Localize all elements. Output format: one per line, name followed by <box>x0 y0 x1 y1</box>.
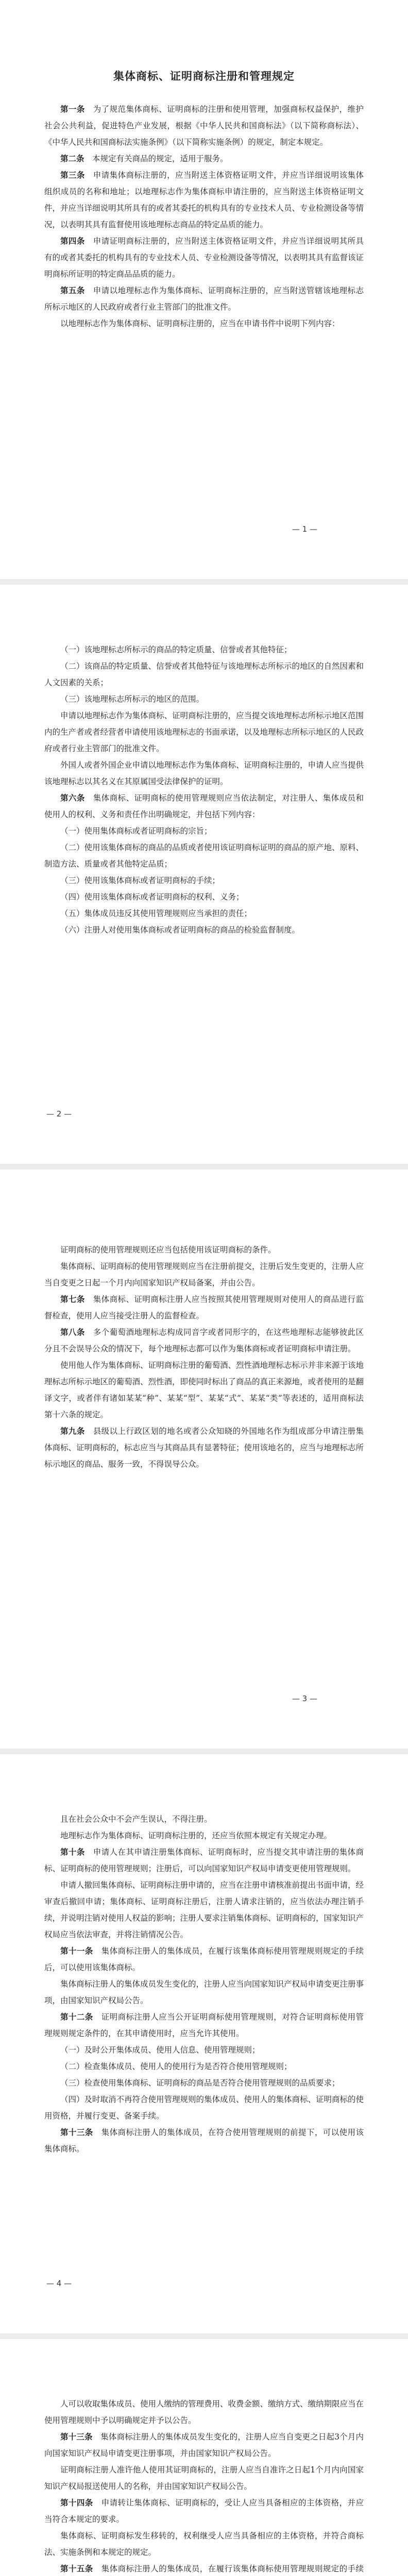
paragraph-text: 申请人在其申请注册集体商标、证明商标时，应当提交其申请注册的集体商标、证明商标的使用管理规则；注册后，可以向国家知识产权局申请变更使用管理规则。 <box>44 1848 364 1873</box>
article-label: 第十条 <box>60 1848 85 1857</box>
page-body <box>44 1242 364 1472</box>
paragraph-text: 证明商标的使用管理规则还应当包括使用该证明商标的条件。 <box>60 1245 276 1255</box>
paragraph <box>44 1827 364 1844</box>
paragraph <box>44 1423 364 1472</box>
article-label: 第六条 <box>60 793 85 803</box>
paragraph-text: 本规定有关商品的规定，适用于服务。 <box>92 154 228 163</box>
article-label: 第五条 <box>60 286 85 295</box>
paragraph-text: 申请人撤回集体商标、证明商标注册申请的，应当在注册申请核准前提出书面申请，经审查后撤回申请；集体商标、证明商标注册后，注册人请求注销的，应当依法办理注销手续，并说明注销对使用人权益的影响；注册人要求注销集体商标、证明商标的，国家知识产权局应当依法审查，并将注销情况公告。 <box>44 1880 364 1939</box>
paragraph <box>44 233 364 282</box>
paragraph <box>44 691 364 707</box>
paragraph-text: 证明商标注册人应当公开证明商标使用管理规则，对符合证明商标使用管理规则规定条件的，在其申请使用时，应当允许其使用。 <box>44 2012 364 2038</box>
paragraph-text: （二）使用该集体商标的商品的品质或者使用该证明商标证明的商品的原产地、原料、制造方法、质量或者其他特定品质； <box>44 843 364 869</box>
page-number: — 4 — <box>46 2279 72 2288</box>
paragraph <box>44 707 364 757</box>
paragraph-text: 县级以上行政区划的地名或者公众知晓的外国地名作为组成部分申请注册集体商标、证明商标的，标志应当与其商品具有显著特征；使用该地名的，应当与地理标志所标示地区的商品、服务一致，不得误导公众。 <box>44 1427 364 1469</box>
article-label: 第一条 <box>60 105 85 114</box>
paragraph-text: 申请证明商标注册的，应当附送主体资格证明文件，并应当详细说明其所具有的或者其委托的机构具有的专业技术人员、专业检测设备等情况，以表明其具有监督该证明商标所证明的特定商品品质的能力。 <box>44 236 364 279</box>
paragraph <box>44 2462 364 2495</box>
paragraph-text: 使用他人作为集体商标、证明商标注册的葡萄酒、烈性酒地理标志标示并非来源于该地理标志所标示地区的葡萄酒、烈性酒，即使同时标出了商品的真正来源地，或者使用的是翻译文字，或者伴有诸如某某“种”、某某“型”、某某“式”、某某“类”等表述的，适用商标法第十六条的规定。 <box>44 1361 364 1419</box>
article-label: 第九条 <box>60 1427 85 1436</box>
article-label: 第十二条 <box>60 2012 93 2022</box>
paragraph <box>44 2058 364 2075</box>
paragraph <box>44 2396 364 2429</box>
paragraph-text: 以地理标志作为集体商标、证明商标注册的，应当在申请书件中说明下列内容： <box>60 319 340 328</box>
paragraph-text: 为了规范集体商标、证明商标的注册和使用管理，加强商标权益保护，维护社会公共利益，促进特色产业发展，根据《中华人民共和国商标法》（以下简称商标法）、《中华人民共和国商标法实施条例》（以下简称实施条例）的规定，制定本规定。 <box>44 105 364 147</box>
paragraph <box>44 889 364 905</box>
paragraph <box>44 1324 364 1357</box>
paragraph <box>44 101 364 150</box>
paragraph-text: 集体商标、证明商标发生移转的，权利继受人应当具备相应的主体资格，并符合商标法、实施条例和本规定的规定。 <box>44 2531 364 2557</box>
page-body <box>44 2396 364 2576</box>
page-body <box>44 101 364 332</box>
paragraph <box>44 1242 364 1258</box>
paragraph-text: 人可以收取集体成员、使用人缴纳的管理费用、收费金额、缴纳方式、缴纳期限应当在使用管理规则中予以明确规定并予以公告。 <box>44 2399 364 2425</box>
paragraph-text: 且在社会公众中不会产生误认，不得注册。 <box>60 1815 212 1824</box>
paragraph <box>44 872 364 889</box>
paragraph-text: 申请以地理标志作为集体商标、证明商标注册的，应当提交该地理标志所标示地区范围内的生产者或者经营者申请使用该地理标志的书面承诺，以及地理标志所标示地区的人民政府或者行业主管部门的批准文件。 <box>44 711 364 753</box>
paragraph-text: （三）检查使用集体商标、证明商标的商品是否符合使用管理规则的品质要求； <box>60 2078 340 2088</box>
paragraph <box>44 2429 364 2462</box>
paragraph <box>44 2124 364 2157</box>
paragraph <box>44 282 364 315</box>
document-page <box>0 1754 408 2333</box>
page-body <box>44 1811 364 2157</box>
paragraph <box>44 167 364 233</box>
paragraph <box>44 823 364 839</box>
article-label: 第十四条 <box>60 2498 93 2507</box>
paragraph-text: （二）该商品的特定质量、信誉或者其他特征与该地理标志所标示的地区的自然因素和人文因素的关系； <box>44 662 364 687</box>
paragraph-text: 集体商标注册人的集体成员，在履行该集体商标使用管理规则规定的手续 <box>101 2564 364 2573</box>
paragraph <box>44 790 364 823</box>
paragraph <box>44 1844 364 1877</box>
article-label: 第十一条 <box>60 1946 93 1956</box>
paragraph-text: 集体商标注册人的集体成员，在符合使用管理规则的前提下，可以使用该集体商标。 <box>44 2128 364 2154</box>
page-number: — 1 — <box>292 524 317 534</box>
paragraph <box>44 1291 364 1324</box>
page-number: — 2 — <box>46 1109 72 1118</box>
paragraph-text: 集体商标、证明商标的使用管理规则应当在注册前提交，注册后发生变更的，注册人应当自变更之日起一个月内向国家知识产权局备案，并由公告。 <box>44 1262 364 1287</box>
paragraph <box>44 641 364 658</box>
paragraph <box>44 1811 364 1827</box>
paragraph <box>44 905 364 922</box>
paragraph <box>44 2091 364 2124</box>
paragraph-text: 申请以地理标志作为集体商标、证明商标注册的，应当附送管辖该地理标志所标示地区的人民政府或者行业主管部门的批准文件。 <box>44 286 364 312</box>
paragraph <box>44 2009 364 2042</box>
paragraph-text: （六）注册人对使用集体商标或者证明商标的商品的检验监督制度。 <box>60 925 300 935</box>
paragraph <box>44 2561 364 2576</box>
paragraph-text: 集体商标注册人的集体成员，在履行该集体商标使用管理规则规定的手续后，可以使用该集体商标。 <box>44 1946 364 1972</box>
document-page <box>0 585 408 1164</box>
paragraph-text: （一）及时公开集体成员、使用人信息、使用管理规则； <box>60 2045 260 2055</box>
paragraph-text: 集体商标注册人的集体成员发生变化的，注册人应当自变更之日起3个月内向国家知识产权局申请变更注册事项，并由国家知识产权局公告。 <box>44 2432 364 2458</box>
paragraph <box>44 1943 364 1976</box>
paragraph-text: 集体商标注册人的集体成员发生变化的，注册人应当向国家知识产权局申请变更注册事项，由国家知识产权局公告。 <box>44 1979 364 2005</box>
paragraph <box>44 150 364 167</box>
paragraph <box>44 315 364 332</box>
paragraph-text: 申请转让集体商标、证明商标的，受让人应当具备相应的主体资格，并应当符合本规定的要求。 <box>44 2498 364 2524</box>
paragraph-text: 地理标志作为集体商标、证明商标注册的，还应当依照本规定有关规定办理。 <box>60 1831 332 1840</box>
paragraph-text: （一）使用集体商标或者证明商标的宗旨； <box>60 826 212 836</box>
paragraph <box>44 757 364 790</box>
article-label: 第八条 <box>60 1328 85 1337</box>
paragraph-text: 申请集体商标注册的，应当附送主体资格证明文件，并应当详细说明该集体组织成员的名称和地址；以地理标志作为集体商标申请注册的，应当附送主体资格证明文件，并应当详细说明其所具有的或者其委托的机构具有的专业技术人员、专业检测设备等情况，以表明其具有监督使用该地理标志商品的特定品质的能力。 <box>44 171 364 229</box>
paragraph-text: 证明商标注册人准许他人使用其证明商标的，注册人应当自准许之日起1个月内向国家知识产权局报送使用人的名称，并由国家知识产权局公告。 <box>44 2465 364 2491</box>
paragraph-text: （五）集体成员违反其使用管理规则应当承担的责任； <box>60 909 252 918</box>
paragraph-text: （三）该地理标志所标示的地区的范围。 <box>60 694 205 704</box>
paragraph-text: （三）使用该集体商标或者证明商标的手续； <box>60 876 220 885</box>
article-label: 第十三条 <box>60 2432 93 2442</box>
document-title: 集体商标、证明商标注册和管理规定 <box>113 70 295 82</box>
paragraph-text: （四）及时取消不再符合使用管理规则的集体成员、使用人的集体商标、证明商标的使用资格，并履行变更、备案手续。 <box>44 2095 364 2121</box>
paragraph-text: 集体商标、证明商标注册人应当按照其使用管理规则对使用人的商品进行监督检查，使用人应当接受注册人的监督检查。 <box>44 1295 364 1320</box>
paragraph <box>44 2075 364 2091</box>
paragraph-text: （四）使用该集体商标或者证明商标的权利、义务； <box>60 892 244 902</box>
paragraph <box>44 1877 364 1943</box>
document-page <box>0 0 408 579</box>
paragraph <box>44 922 364 938</box>
document-page <box>0 1170 408 1749</box>
paragraph <box>44 658 364 691</box>
document-page <box>0 2339 408 2576</box>
article-label: 第三条 <box>60 171 85 180</box>
article-label: 第四条 <box>60 236 85 246</box>
paragraph-text: 外国人或者外国企业申请以地理标志作为集体商标、证明商标注册的，申请人应当提供该地理标志以其名义在其原属国受法律保护的证明。 <box>44 760 364 786</box>
page-body <box>44 641 364 938</box>
paragraph <box>44 2528 364 2561</box>
paragraph-text: 多个葡萄酒地理标志构成同音字或者同形字的，在这些地理标志能够彼此区分且不会误导公众的情况下，每个地理标志都可以作为集体商标或者证明商标申请注册。 <box>44 1328 364 1353</box>
article-label: 第二条 <box>60 154 84 163</box>
paragraph <box>44 2042 364 2058</box>
paragraph-text: （一）该地理标志所标示的商品的特定质量、信誉或者其他特征； <box>60 645 292 654</box>
paragraph <box>44 839 364 872</box>
article-label: 第十五条 <box>60 2564 93 2573</box>
page-number: — 3 — <box>292 1694 317 1703</box>
paragraph <box>44 1976 364 2009</box>
paragraph-text: （二）检查集体成员、使用人的使用行为是否符合使用管理规则； <box>60 2062 292 2071</box>
article-label: 第七条 <box>60 1295 85 1304</box>
paragraph <box>44 1357 364 1423</box>
paragraph <box>44 2495 364 2528</box>
article-label: 第十三条 <box>60 2128 93 2137</box>
paragraph-text: 集体商标、证明商标的使用管理规则应当依法制定，对注册人、集体成员和使用人的权利、义务和责任作出明确规定，并包括下列内容： <box>44 793 364 819</box>
paragraph <box>44 1258 364 1291</box>
